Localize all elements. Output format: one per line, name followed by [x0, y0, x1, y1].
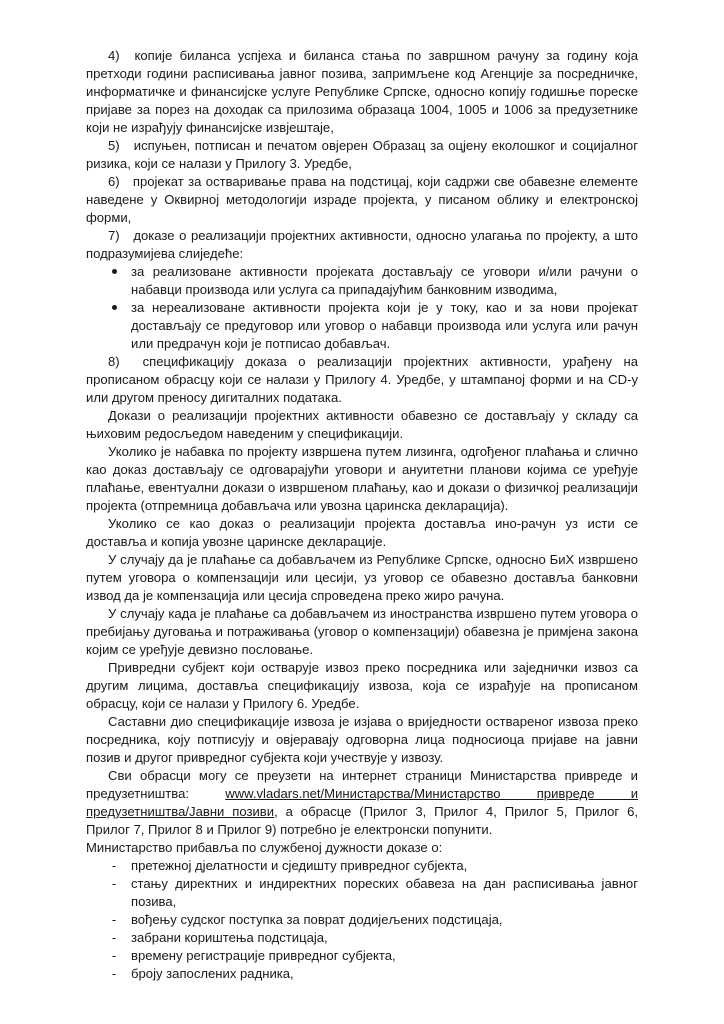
item-number: 7)	[108, 228, 120, 243]
paragraph-export-intermediary: Привредни субјект који остварује извоз преко посредника или заједнички извоз са другим лицима, доставља спецификацију извоза, која се израђује на прописаном обрасцу, који се налази у Прилогу 6. Уредбе.	[86, 660, 638, 711]
dash-icon: -	[111, 966, 117, 981]
dash-icon: -	[111, 948, 117, 963]
dash-icon: -	[111, 912, 117, 927]
item-text: копије биланса успјеха и биланса стања по завршном рачуну за годину која претходи години расписивања јавног позива, запримљене код Агенције за посредничке, информатичке и финансијске услуге Републике Српске, односно копију годишње пореске пријаве за порез на доходак са прилозима образаца 1004, 1005 и 1006 за предузетнике који не израђују финансијске извјештаје,	[86, 48, 638, 135]
dash-item	[86, 875, 638, 911]
dash-item	[86, 857, 638, 875]
dash-item	[86, 965, 638, 983]
ministry-intro: Министарство прибавља по службеној дужности доказе о:	[86, 840, 443, 855]
forms-text-before: Сви обрасци могу се преузети на интернет страници Министарства привреде и предузетништва:	[86, 768, 638, 801]
bullet-icon	[108, 299, 120, 317]
paragraph-leasing: Уколико је набавка по пројекту извршена путем лизинга, одгођеног плаћања и слично као доказ достављају се одговарајући уговори и ануитетни планови којима се уређује плаћање, евентуални докази о извршеном плаћању, као и докази о физичкој реализацији пројекта (отпремница добављача или увозна царинска декларација).	[86, 444, 638, 513]
dash-text: забрани кориштења подстицаја,	[131, 930, 328, 945]
item-7	[86, 227, 638, 263]
dash-text: времену регистрације привредног субјекта,	[131, 948, 396, 963]
paragraph-foreign-compensation: У случају када је плаћање са добављачем из иностранства извршено путем уговора о пребијању дуговања и потраживања (уговор о компензацији) обавезна је примјена закона којим се уређује девизно пословање.	[86, 606, 638, 657]
paragraph-export-statement: Саставни дио спецификације извоза је изјава о вриједности оствареног извоза преко посредника, коју потписују и овјеравају одговорна лица подносиоца пријаве на јавни позив и другог привредног субјекта који учествује у извозу.	[86, 714, 638, 765]
item-number: 5)	[108, 138, 120, 153]
item-text: доказе о реализацији пројектних активности, односно улагања по пројекту, а што подразумијева слиједеће:	[86, 228, 638, 261]
bullet-item	[86, 299, 638, 353]
document-page	[86, 47, 638, 983]
paragraph-foreign-invoice: Уколико се као доказ о реализацији пројекта доставља ино-рачун уз исти се доставља и копија увозне царинске декларације.	[86, 516, 638, 549]
bullet-item	[86, 263, 638, 299]
paragraph-forms-download	[86, 767, 638, 839]
bullet-list	[86, 263, 638, 353]
dash-icon: -	[111, 876, 117, 891]
item-number: 4)	[108, 48, 120, 63]
ministry-website-link[interactable]: www.vladars.net/Министарства/Министарство привреде и предузетништва/Јавни позиви	[86, 786, 639, 819]
item-number: 8)	[108, 354, 120, 369]
dash-text: вођењу судског поступка за поврат додијељених подстицаја,	[131, 912, 503, 927]
forms-text-after: , а обрасце (Прилог 3, Прилог 4, Прилог 5, Прилог 6, Прилог 7, Прилог 8 и Прилог 9) потребно је електронски попунити.	[86, 804, 638, 837]
paragraph-evidence-order: Докази о реализацији пројектних активности обавезно се достављају у складу са њиховим редосљедом наведеним у спецификацији.	[86, 408, 638, 441]
item-text: спецификацију доказа о реализацији пројектних активности, урађену на прописаном обрасцу који се налази у Прилогу 4. Уредбе, у штампаној форми и на CD-у или другом преносу дигиталних података.	[86, 354, 638, 405]
dash-text: броју запослених радника,	[131, 966, 294, 981]
dash-list	[86, 857, 638, 983]
dash-item	[86, 911, 638, 929]
dash-text: претежној дјелатности и сједишту привредног субјекта,	[131, 858, 468, 873]
dash-item	[86, 947, 638, 965]
dash-icon: -	[111, 858, 117, 873]
item-8	[86, 353, 638, 407]
item-6	[86, 173, 638, 227]
paragraph-domestic-compensation: У случају да је плаћање са добављачем из Републике Српске, односно БиХ извршено путем уговора о компензацији или цесији, уз уговор се обавезно доставља банковни извод да је компензација или цесија спроведена преко жиро рачуна.	[86, 552, 638, 603]
item-text: испуњен, потписан и печатом овјерен Образац за оцјену еколошког и социјалног ризика, који се налази у Прилогу 3. Уредбе,	[86, 138, 638, 171]
bullet-icon	[108, 263, 120, 281]
item-number: 6)	[108, 174, 120, 189]
dash-item	[86, 929, 638, 947]
item-5	[86, 137, 638, 173]
item-4	[86, 47, 638, 137]
bullet-text: за реализоване активности пројеката достављају се уговори и/или рачуни о набавци производа или услуга са припадајућим банковним изводима,	[131, 264, 638, 297]
bullet-text: за нереализоване активности пројекта који је у току, као и за нови пројекат достављају се предуговор или уговор о набавци производа или услуга или рачун или предрачун који је потписао добављач.	[131, 300, 638, 351]
dash-text: стању директних и индиректних пореских обавеза на дан расписивања јавног позива,	[131, 876, 638, 909]
dash-icon: -	[111, 930, 117, 945]
item-text: пројекат за остваривање права на подстицај, који садржи све обавезне елементе наведене у Оквирној методологији израде пројекта, у писаном облику и електронској форми,	[86, 174, 638, 225]
